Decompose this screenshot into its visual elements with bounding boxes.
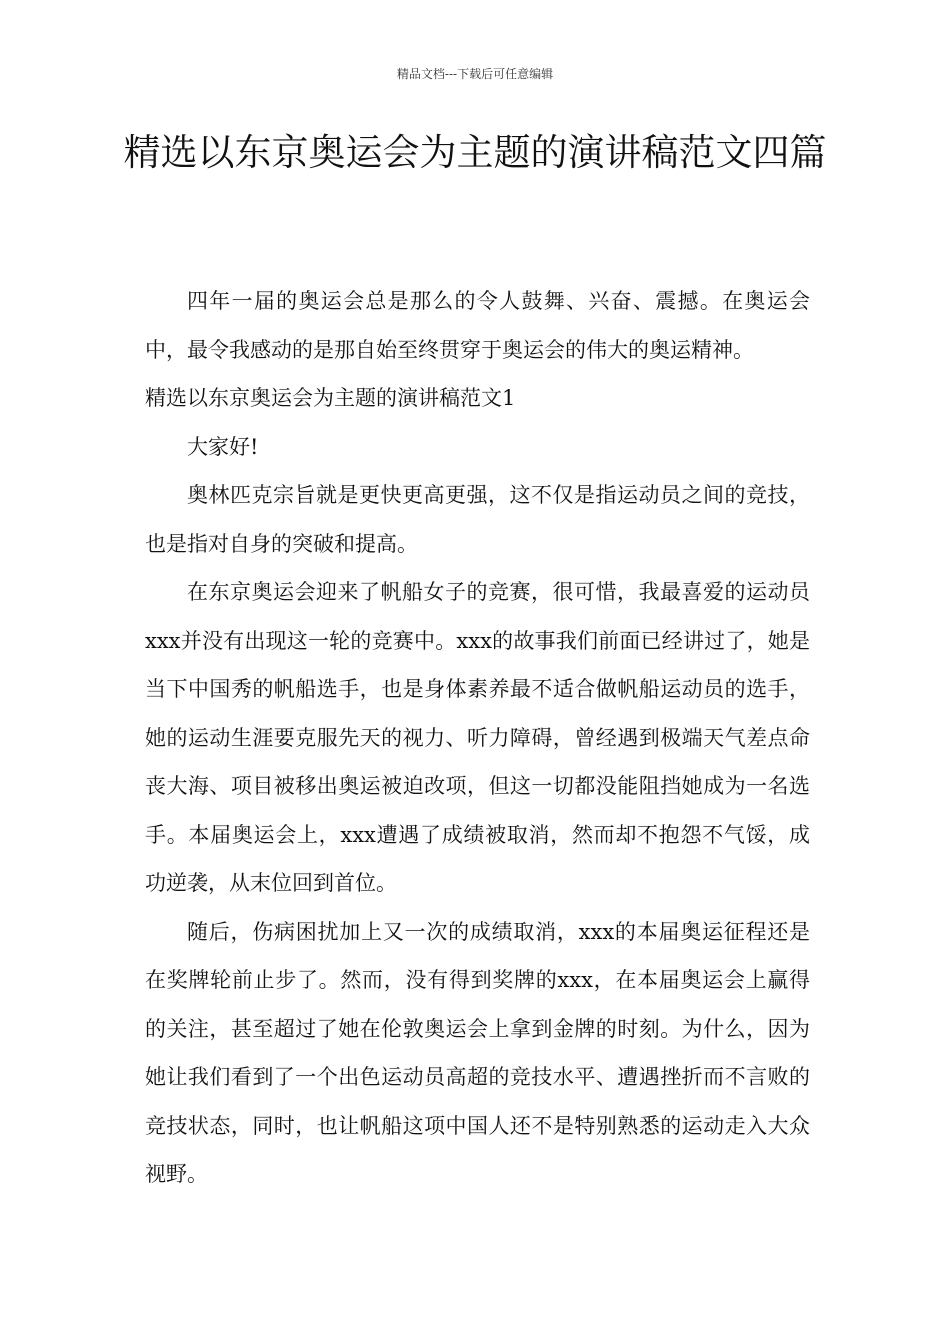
paragraph-aftermath: 随后，伤病困扰加上又一次的成绩取消，xxx的本届奥运征程还是在奖牌轮前止步了。然而，没有得到奖牌的xxx，在本届奥运会上赢得的关注，甚至超过了她在伦敦奥运会上拿到金牌的时刻。为什么，因为她让我们看到了一个出色运动员高超的竞技水平、遭遇挫折而不言败的竞技状态，同时，也让帆船这项中国人还不是特别熟悉的运动走入大众视野。 <box>145 919 810 1186</box>
page-header-watermark: 精品文档---下载后可任意编辑 <box>396 67 554 81</box>
paragraph-olympic-motto: 奥林匹克宗旨就是更快更高更强，这不仅是指运动员之间的竞技，也是指对自身的突破和提高。 <box>145 483 810 556</box>
paragraph-sailing-story: 在东京奥运会迎来了帆船女子的竞赛，很可惜，我最喜爱的运动员xxx并没有出现这一轮的竞赛中。xxx的故事我们前面已经讲过了，她是当下中国秀的帆船选手，也是身体素养最不适合做帆船运动员的选手，她的运动生涯要克服先天的视力、听力障碍，曾经遇到极端天气差点命丧大海、项目被移出奥运被迫改项，但这一切都没能阻挡她成为一名选手。本届奥运会上，xxx遭遇了成绩被取消，然而却不抱怨不气馁，成功逆袭，从末位回到首位。 <box>145 580 810 895</box>
document-title: 精选以东京奥运会为主题的演讲稿范文四篇 <box>123 131 827 174</box>
document-body <box>145 277 810 1199</box>
paragraph-section-heading: 精选以东京奥运会为主题的演讲稿范文1 <box>145 386 516 410</box>
paragraph-greeting: 大家好! <box>187 434 259 459</box>
paragraph-intro: 四年一届的奥运会总是那么的令人鼓舞、兴奋、震撼。在奥运会中，最令我感动的是那自始至终贯穿于奥运会的伟大的奥运精神。 <box>145 289 810 362</box>
